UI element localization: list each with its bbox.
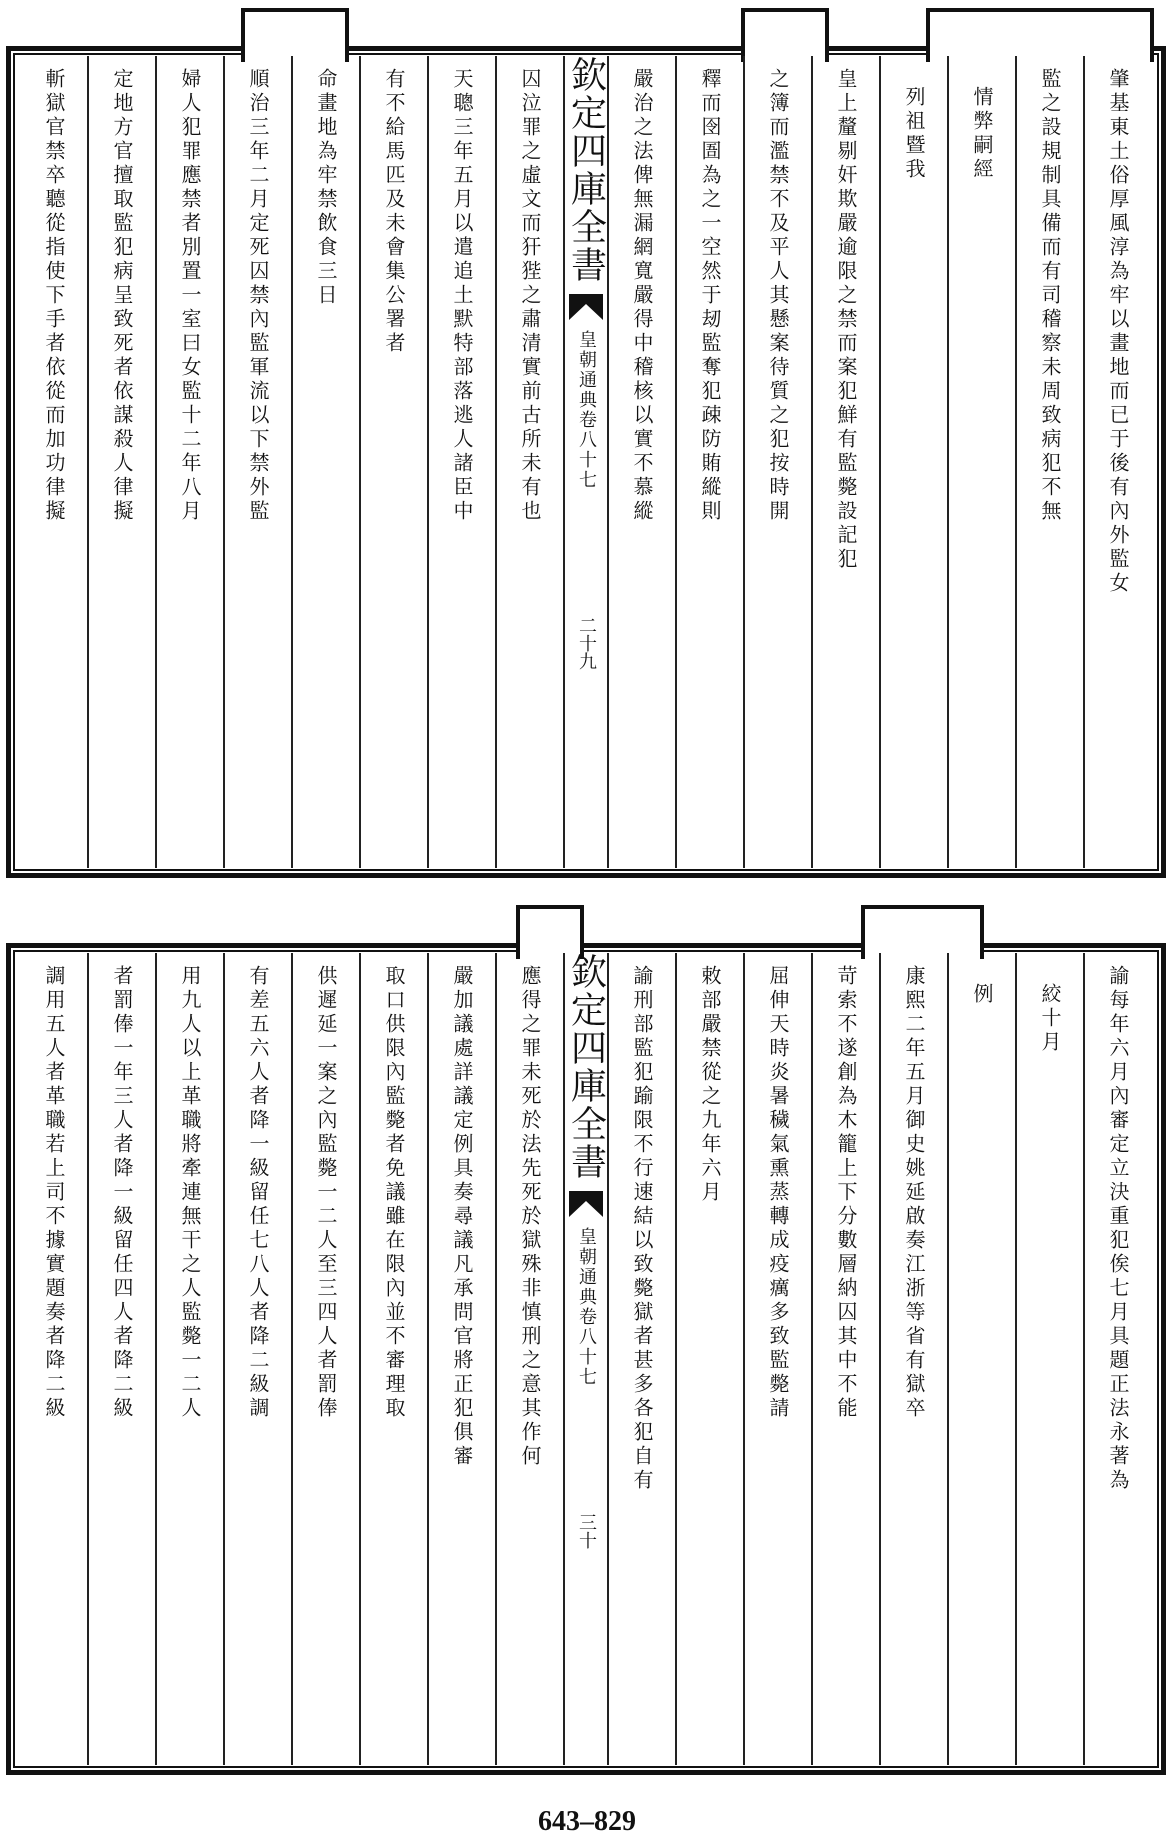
bottom-column-text: 調用五人者革職若上司不據實題奏者降二級 <box>42 965 66 1421</box>
page-number: 643–829 <box>538 1806 636 1837</box>
top-page <box>6 8 1166 878</box>
bottom-text-column <box>88 905 156 1775</box>
top-text-column <box>428 8 496 878</box>
top-banner-subtitle: 皇朝通典卷八十七 <box>576 330 597 490</box>
bottom-text-column <box>676 905 744 1775</box>
top-column-text: 釋而囹圄為之一空然于刼監奪犯疎防賄縱則 <box>698 68 722 524</box>
bottom-text-column <box>360 905 428 1775</box>
bottom-column-text: 嚴加議處詳議定例具奏尋議凡承問官將正犯俱審 <box>450 965 474 1469</box>
bottom-text-column <box>948 905 1016 1775</box>
bottom-banner-subtitle: 皇朝通典卷八十七 <box>576 1227 597 1387</box>
bottom-text-column <box>292 905 360 1775</box>
top-text-column <box>496 8 564 878</box>
top-text-column <box>608 8 676 878</box>
bottom-banner-page: 三十 <box>576 1513 597 1549</box>
fish-tail-icon <box>569 1191 603 1217</box>
column-rule <box>607 56 609 868</box>
bottom-text-column <box>812 905 880 1775</box>
bottom-text-column <box>428 905 496 1775</box>
top-column-text: 定地方官擅取監犯病呈致死者依謀殺人律擬 <box>110 68 134 524</box>
bottom-text-column <box>880 905 948 1775</box>
top-column-text: 天聰三年五月以遣追土默特部落逃人諸臣中 <box>450 68 474 524</box>
top-column-text: 命畫地為牢禁飲食三日 <box>314 68 338 308</box>
bottom-text-column <box>224 905 292 1775</box>
top-text-column <box>1084 8 1152 878</box>
top-column-text: 嚴治之法俾無漏網寬嚴得中稽核以實不慕縱 <box>630 68 654 524</box>
top-column-text: 列祖暨我 <box>902 86 926 182</box>
bottom-columns <box>6 905 1166 1775</box>
bottom-column-text: 有差五六人者降一級留任七八人者降二級調 <box>246 965 270 1421</box>
bottom-text-column <box>496 905 564 1775</box>
bottom-text-column <box>1016 905 1084 1775</box>
top-columns <box>6 8 1166 878</box>
bottom-text-column <box>1084 905 1152 1775</box>
top-column-text: 斬獄官禁卒聽從指使下手者依從而加功律擬 <box>42 68 66 524</box>
bottom-banner-title: 欽定四庫全書 <box>565 953 607 1181</box>
bottom-column-text: 屈伸天時炎暑穢氣熏蒸轉成疫癘多致監斃請 <box>766 965 790 1421</box>
top-column-text: 有不給馬匹及未會集公署者 <box>382 68 406 356</box>
top-text-column <box>744 8 812 878</box>
bottom-column-text: 取口供限內監斃者免議雖在限內並不審理取 <box>382 965 406 1421</box>
top-text-column <box>812 8 880 878</box>
top-text-column <box>676 8 744 878</box>
bottom-column-text: 敕部嚴禁從之九年六月 <box>698 965 722 1205</box>
top-column-text: 情弊嗣經 <box>970 86 994 182</box>
fish-tail-icon <box>569 294 603 320</box>
top-text-column <box>880 8 948 878</box>
top-column-text: 之簿而濫禁不及平人其懸案待質之犯按時開 <box>766 68 790 524</box>
bottom-column-text: 供遲延一案之內監斃一二人至三四人者罰俸 <box>314 965 338 1421</box>
bottom-page <box>6 905 1166 1775</box>
bottom-column-text: 用九人以上革職將牽連無干之人監斃一二人 <box>178 965 202 1421</box>
bottom-text-column <box>608 905 676 1775</box>
top-column-text: 順治三年二月定死囚禁內監軍流以下禁外監 <box>246 68 270 524</box>
bottom-column-text: 例 <box>970 983 994 1007</box>
top-text-column <box>224 8 292 878</box>
top-column-text: 監之設規制具備而有司稽察未周致病犯不無 <box>1038 68 1062 524</box>
bottom-text-column <box>20 905 88 1775</box>
top-text-column <box>156 8 224 878</box>
column-rule <box>607 953 609 1765</box>
bottom-column-text: 諭刑部監犯踰限不行速結以致斃獄者甚多各犯自有 <box>630 965 654 1493</box>
bottom-text-column <box>156 905 224 1775</box>
bottom-column-text: 絞十月 <box>1038 983 1062 1055</box>
top-column-text: 皇上釐剔奸欺嚴逾限之禁而案犯鮮有監斃設記犯 <box>834 68 858 572</box>
bottom-column-text: 康熙二年五月御史姚延啟奏江浙等省有獄卒 <box>902 965 926 1421</box>
bottom-column-text: 應得之罪未死於法先死於獄殊非慎刑之意其作何 <box>518 965 542 1469</box>
top-text-column <box>948 8 1016 878</box>
bottom-column-text: 者罰俸一年三人者降一級留任四人者降二級 <box>110 965 134 1421</box>
bottom-column-text: 苛索不遂創為木籠上下分數層納囚其中不能 <box>834 965 858 1421</box>
top-center-banner <box>564 56 608 868</box>
bottom-column-text: 諭每年六月內審定立決重犯俟七月具題正法永著為 <box>1106 965 1130 1493</box>
bottom-center-banner <box>564 953 608 1765</box>
top-column-text: 婦人犯罪應禁者別置一室曰女監十二年八月 <box>178 68 202 524</box>
top-text-column <box>88 8 156 878</box>
top-banner-page: 二十九 <box>576 616 597 670</box>
top-text-column <box>20 8 88 878</box>
bottom-text-column <box>744 905 812 1775</box>
top-column-text: 囚泣罪之虛文而犴狴之肅清實前古所未有也 <box>518 68 542 524</box>
top-column-text: 肇基東土俗厚風淳為牢以畫地而已于後有內外監女 <box>1106 68 1130 596</box>
top-text-column <box>360 8 428 878</box>
top-banner-title: 欽定四庫全書 <box>565 56 607 284</box>
top-text-column <box>292 8 360 878</box>
top-text-column <box>1016 8 1084 878</box>
